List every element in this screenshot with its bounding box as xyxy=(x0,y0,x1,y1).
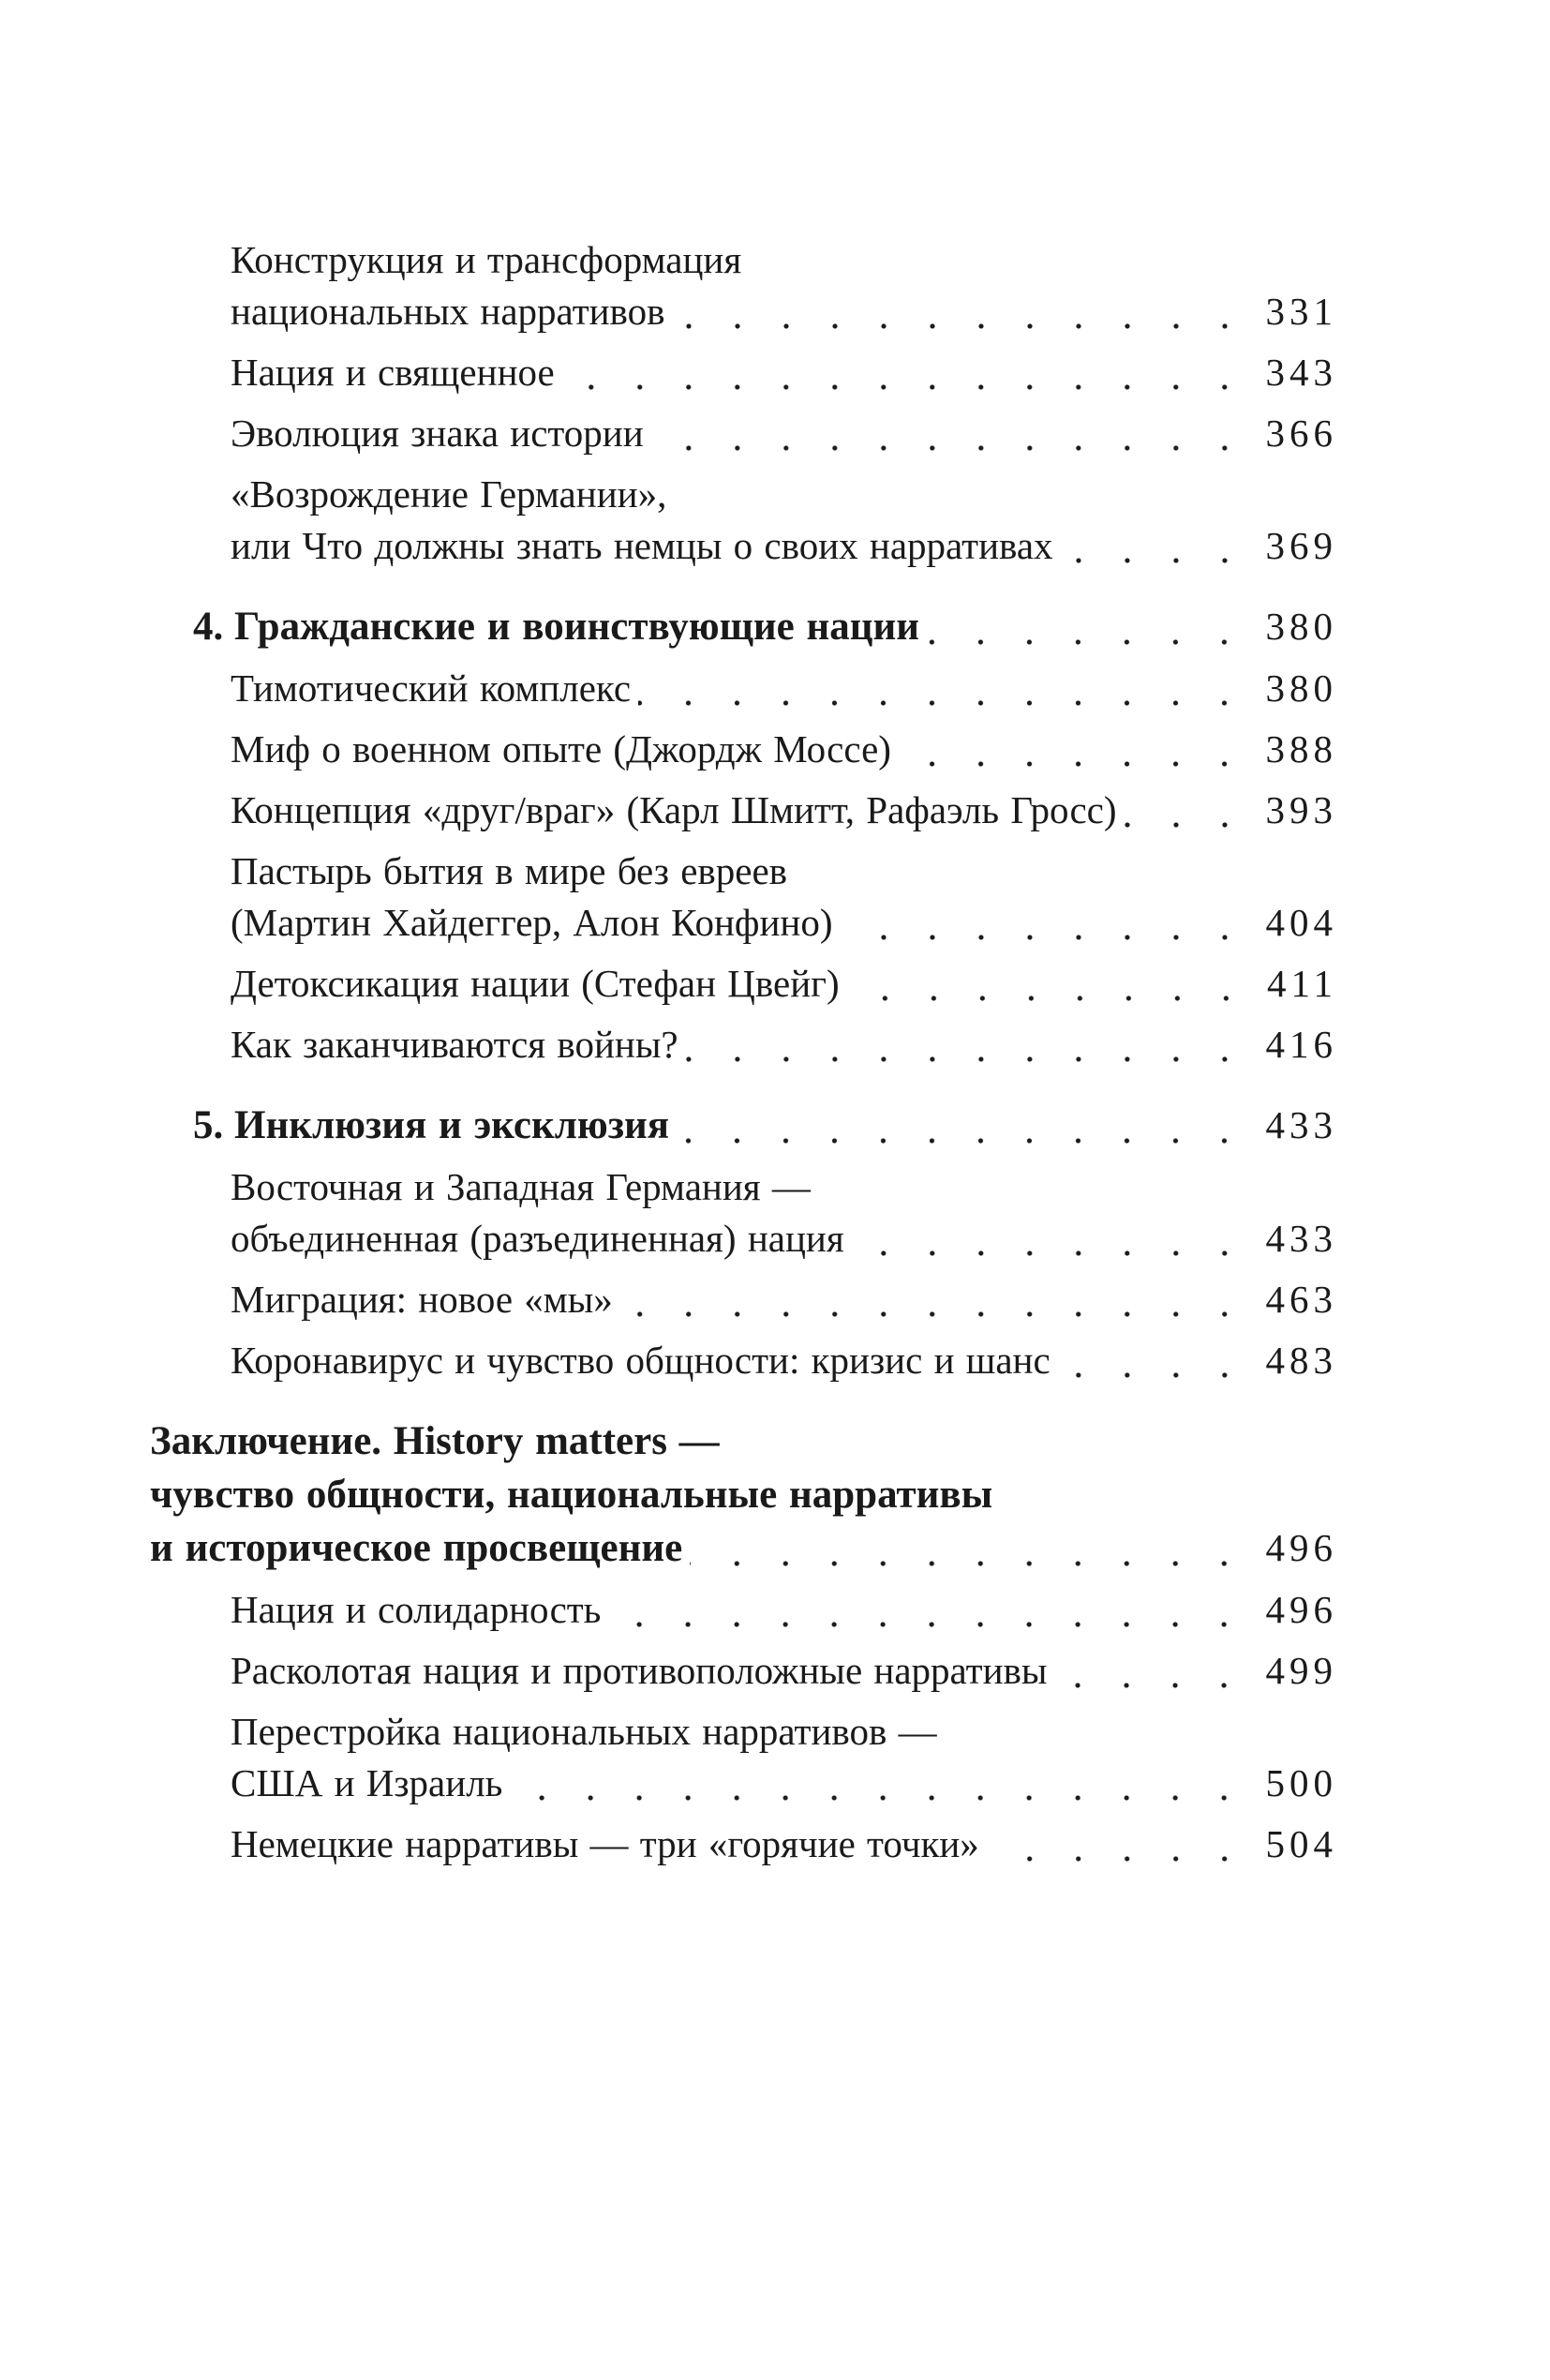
page-number: 388 xyxy=(1265,727,1337,771)
toc-entry-title: Миграция: новое «мы» xyxy=(231,1278,613,1321)
toc-entry-lastline xyxy=(231,1645,1337,1697)
toc-entry xyxy=(150,1019,1337,1070)
dot-leader xyxy=(510,1758,1248,1809)
toc-entry-title: Расколотая нация и противоположные нарративы xyxy=(231,1649,1048,1692)
dot-leader xyxy=(686,1019,1249,1070)
toc-entry xyxy=(150,600,1337,653)
page-number: 380 xyxy=(1265,666,1337,710)
toc-entry xyxy=(150,1584,1337,1636)
toc-entry-title: Коронавирус и чувство общности: кризис и шанс xyxy=(231,1339,1051,1382)
toc-entry xyxy=(150,1161,1337,1265)
dot-leader xyxy=(620,1274,1249,1325)
page-number: 416 xyxy=(1265,1023,1337,1066)
toc-entry-title: Концепция «друг/враг» (Карл Шмитт, Рафаэль Гросс) xyxy=(231,788,1117,831)
page-number: 500 xyxy=(1265,1761,1337,1804)
toc-entry xyxy=(150,1706,1337,1809)
toc-entry xyxy=(150,1335,1337,1386)
toc-entry xyxy=(150,1415,1337,1575)
toc-entry-title: Инклюзия и эксклюзия xyxy=(234,1103,670,1147)
toc-entry xyxy=(150,724,1337,775)
page-number: 433 xyxy=(1265,1103,1337,1146)
toc-entry xyxy=(150,469,1337,572)
toc-entry-title: Эволюция знака истории xyxy=(231,412,644,455)
chapter-number: 4. xyxy=(193,605,224,649)
page-number: 463 xyxy=(1265,1278,1337,1321)
page-number: 380 xyxy=(1265,605,1337,648)
dot-leader xyxy=(562,347,1249,398)
toc-entry xyxy=(150,1819,1337,1870)
dot-leader xyxy=(690,1521,1248,1575)
toc-entry xyxy=(150,958,1337,1010)
toc-entry-line: Восточная и Западная Германия — xyxy=(231,1165,811,1208)
toc-entry-line: Заключение. History matters — xyxy=(150,1419,720,1463)
toc-entry-body xyxy=(234,600,1337,653)
toc-entry-lastline xyxy=(231,1335,1337,1386)
toc-entry-lastline xyxy=(231,408,1337,459)
toc-entry-line: Пастырь бытия в мире без евреев xyxy=(231,849,788,892)
toc-entry-lastline xyxy=(231,286,1337,337)
toc-entry xyxy=(150,663,1337,714)
page-number: 483 xyxy=(1265,1339,1337,1382)
page-number: 504 xyxy=(1265,1822,1337,1865)
toc-entry xyxy=(150,785,1337,836)
toc-entry-title: Миф о военном опыте (Джордж Моссе) xyxy=(231,727,891,771)
toc-entry-lastline xyxy=(231,1819,1337,1870)
toc-entry-title: Гражданские и воинствующие нации xyxy=(234,605,920,649)
toc-entry-lastline xyxy=(231,1213,1337,1265)
toc-entry-title: Тимотический комплекс xyxy=(231,666,632,710)
toc-entry-title: Немецкие нарративы — три «горячие точки» xyxy=(231,1822,979,1865)
page-number: 343 xyxy=(1265,351,1337,394)
dot-leader xyxy=(673,286,1249,337)
toc-entry-title: Как заканчиваются войны? xyxy=(231,1023,678,1066)
toc-entry-lastline xyxy=(231,785,1337,836)
toc-entry-lastline xyxy=(231,1584,1337,1636)
dot-leader xyxy=(608,1584,1248,1636)
toc-entry xyxy=(150,1099,1337,1152)
toc-entry-line: чувство общности, национальные нарративы xyxy=(150,1473,993,1517)
toc-entry-lastline xyxy=(231,520,1337,572)
dot-leader xyxy=(852,1213,1249,1265)
page-number: 404 xyxy=(1265,901,1337,944)
toc-entry-title: или Что должны знать немцы о своих нарративах xyxy=(231,524,1053,567)
toc-entry xyxy=(150,234,1337,337)
page-number: 496 xyxy=(1265,1526,1337,1569)
toc-entry xyxy=(150,408,1337,459)
toc-entry-body xyxy=(234,1099,1337,1152)
toc-entry-title: национальных нарративов xyxy=(231,290,665,333)
toc-entry-lastline xyxy=(231,663,1337,714)
dot-leader xyxy=(638,663,1248,714)
page-number: 499 xyxy=(1265,1649,1337,1692)
toc-entry-title: США и Израиль xyxy=(231,1761,503,1804)
dot-leader xyxy=(1125,785,1249,836)
toc-entry-lastline xyxy=(234,600,1337,653)
toc-entry-title: (Мартин Хайдеггер, Алон Конфино) xyxy=(231,901,833,944)
toc-entry-lastline xyxy=(231,1274,1337,1325)
dot-leader xyxy=(987,1819,1249,1870)
toc-entry xyxy=(150,1274,1337,1325)
dot-leader xyxy=(847,958,1250,1010)
toc-entry-title: объединенная (разъединенная) нация xyxy=(231,1217,844,1260)
page-number: 433 xyxy=(1265,1217,1337,1260)
page-number: 331 xyxy=(1265,290,1337,333)
toc-entry-title: Нация и священное xyxy=(231,351,555,394)
page-number: 369 xyxy=(1265,524,1337,567)
toc-entry-lastline xyxy=(231,1019,1337,1070)
dot-leader xyxy=(677,1099,1248,1152)
page-number: 496 xyxy=(1265,1588,1337,1631)
dot-leader xyxy=(927,600,1248,653)
page-number: 393 xyxy=(1265,788,1337,831)
toc-entry xyxy=(150,846,1337,949)
toc-entry-lastline xyxy=(234,1099,1337,1152)
toc-entry-lastline xyxy=(231,897,1337,949)
toc-entry-line: «Возрождение Германии», xyxy=(231,472,667,516)
toc-entry-title: Нация и солидарность xyxy=(231,1588,602,1631)
toc-entry-title: и историческое просвещение xyxy=(150,1526,683,1570)
dot-leader xyxy=(1054,1645,1248,1697)
toc-entry-line: Конструкция и трансформация xyxy=(231,238,742,281)
toc-entry-lastline xyxy=(231,347,1337,398)
toc-entry xyxy=(150,1645,1337,1697)
toc-entry-title: Детоксикация нации (Стефан Цвейг) xyxy=(231,962,840,1005)
page-number: 366 xyxy=(1265,412,1337,455)
toc-entry-line: Перестройка национальных нарративов — xyxy=(231,1710,937,1753)
dot-leader xyxy=(1061,520,1249,572)
toc-entry xyxy=(150,347,1337,398)
page-number: 411 xyxy=(1267,962,1337,1005)
toc-entry-lastline xyxy=(150,1521,1337,1575)
toc-entry-lastline xyxy=(231,958,1337,1010)
toc-entry-lastline xyxy=(231,1758,1337,1809)
toc-entry-lastline xyxy=(231,724,1337,775)
dot-leader xyxy=(1058,1335,1249,1386)
dot-leader xyxy=(899,724,1249,775)
chapter-number: 5. xyxy=(193,1103,224,1147)
dot-leader xyxy=(651,408,1249,459)
toc-list xyxy=(150,234,1337,1870)
dot-leader xyxy=(841,897,1249,949)
